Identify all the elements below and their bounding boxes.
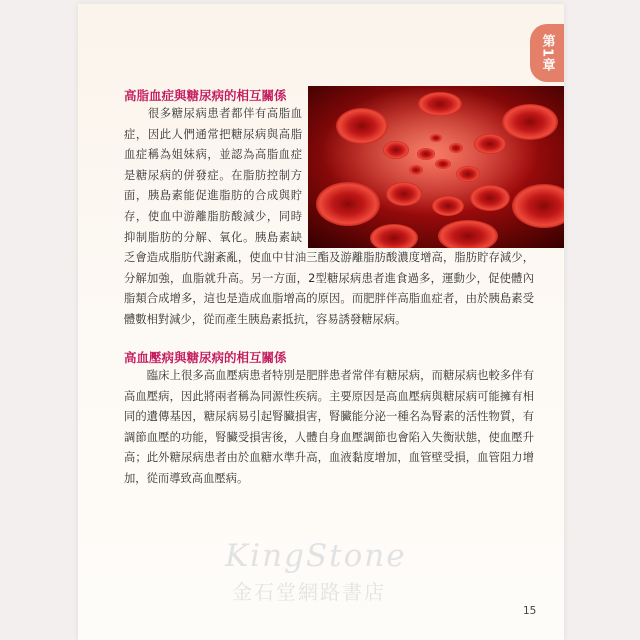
page-number: 15	[523, 605, 537, 617]
section2-paragraph: 臨床上很多高血壓病患者特別是肥胖患者常伴有糖尿病，而糖尿病也較多伴有高血壓病，因此將兩者稱為同源性疾病。主要原因是高血壓病與糖尿病可能擁有相同的遺傳基因，糖尿病易引起腎臟損害，腎臟能分泌一種名為腎素的活性物質，有調節血壓的功能，腎臟受損害後，人體自身血壓調節也會陷入失衡狀態，使血壓升高；此外糖尿病患者由於血糖水準升高，血液黏度增加，血管壁受損，血管阻力增加，從而導致高血壓病。	[124, 369, 534, 485]
section1-paragraph: 很多糖尿病患者都伴有高脂血症，因此人們通常把糖尿病與高脂血症稱為姐妹病，並認為高脂血症是糖尿病的併發症。在脂肪控制方面，胰島素能促進脂肪的合成與貯存，使血中游離脂肪酸減少，同時抑制脂肪的分解、氧化。胰島素缺乏會造成脂肪代謝紊亂，使血中甘油三酯及游離脂肪酸濃度增高，脂肪貯存減少，分解加強，血脂就升高。另一方面，2型糖尿病患者進食過多，運動少，促使體內脂類合成增多，這也是造成血脂增高的原因。而肥胖伴高脂血症者，由於胰島素受體數相對減少，從而產生胰島素抵抗，容易誘發糖尿病。	[124, 107, 534, 326]
book-page	[78, 4, 564, 640]
section1-paragraph-wrap	[124, 104, 534, 331]
section2-heading: 高血壓病與糖尿病的相互關係	[124, 350, 287, 365]
watermark-chinese: 金石堂網路書店	[232, 580, 386, 604]
watermark-brand: KingStone	[225, 538, 407, 574]
chapter-tab: 第1章	[530, 24, 564, 82]
section1-heading: 高脂血症與糖尿病的相互關係	[124, 88, 287, 103]
